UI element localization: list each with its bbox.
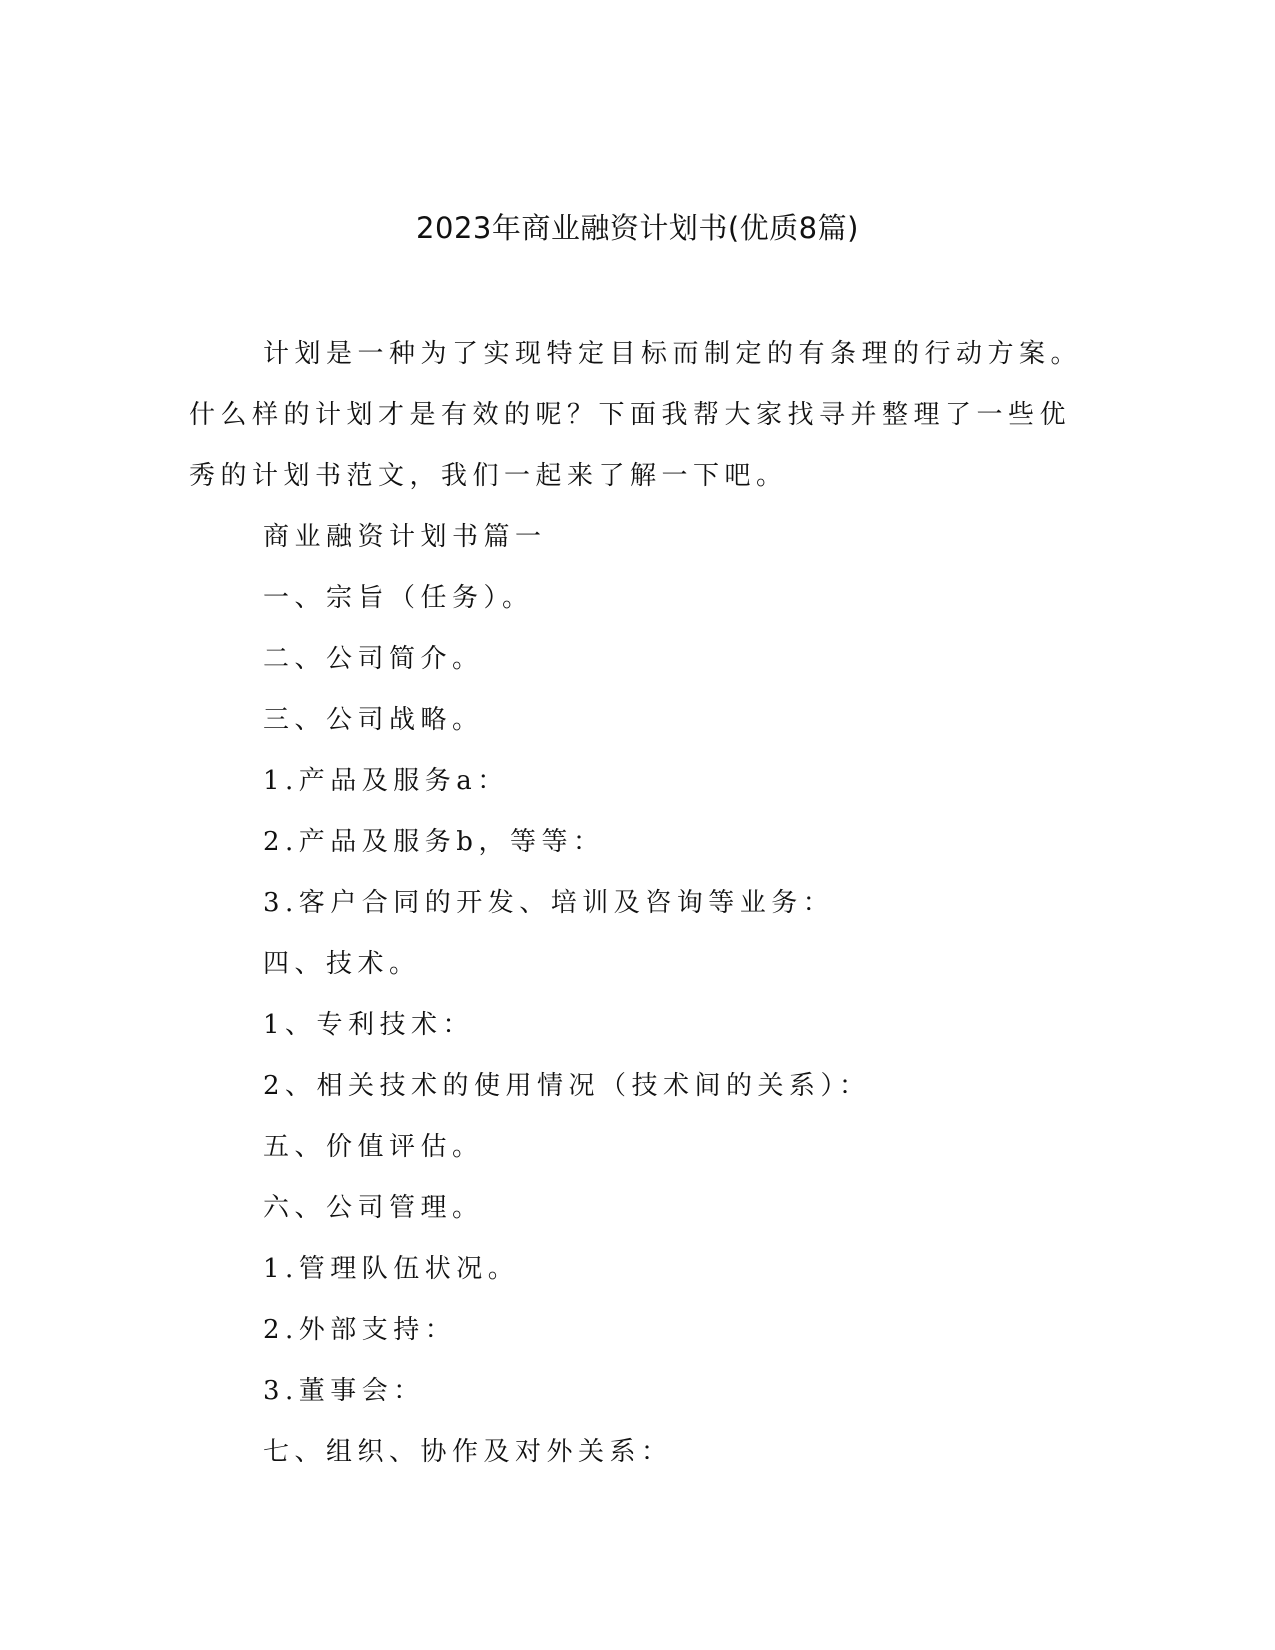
section-heading: 商业融资计划书篇一 <box>263 522 547 552</box>
content-line: 3.董事会： <box>263 1376 425 1406</box>
document-body <box>189 324 1089 1483</box>
content-line: 2.产品及服务b，等等： <box>263 827 605 857</box>
content-line: 1.管理队伍状况。 <box>263 1254 520 1284</box>
content-line: 1、专利技术： <box>263 1010 475 1040</box>
content-line: 四、技术。 <box>263 949 421 979</box>
intro-paragraph: 计划是一种为了实现特定目标而制定的有条理的行动方案。什么样的计划才是有效的呢？下面我帮大家找寻并整理了一些优秀的计划书范文，我们一起来了解一下吧。 <box>189 339 1083 491</box>
content-line: 3.客户合同的开发、培训及咨询等业务： <box>263 888 835 918</box>
content-line: 2.外部支持： <box>263 1315 457 1345</box>
content-line: 三、公司战略。 <box>263 705 484 735</box>
content-line: 2、相关技术的使用情况（技术间的关系）： <box>263 1071 871 1101</box>
content-line: 一、宗旨（任务）。 <box>263 583 534 613</box>
content-line: 五、价值评估。 <box>263 1132 484 1162</box>
content-line: 1.产品及服务a： <box>263 766 509 796</box>
content-lines <box>189 507 1089 1483</box>
content-line: 二、公司简介。 <box>263 644 484 674</box>
content-line: 六、公司管理。 <box>263 1193 484 1223</box>
content-line: 七、组织、协作及对外关系： <box>263 1437 673 1467</box>
document-title: 2023年商业融资计划书(优质8篇) <box>416 211 859 245</box>
